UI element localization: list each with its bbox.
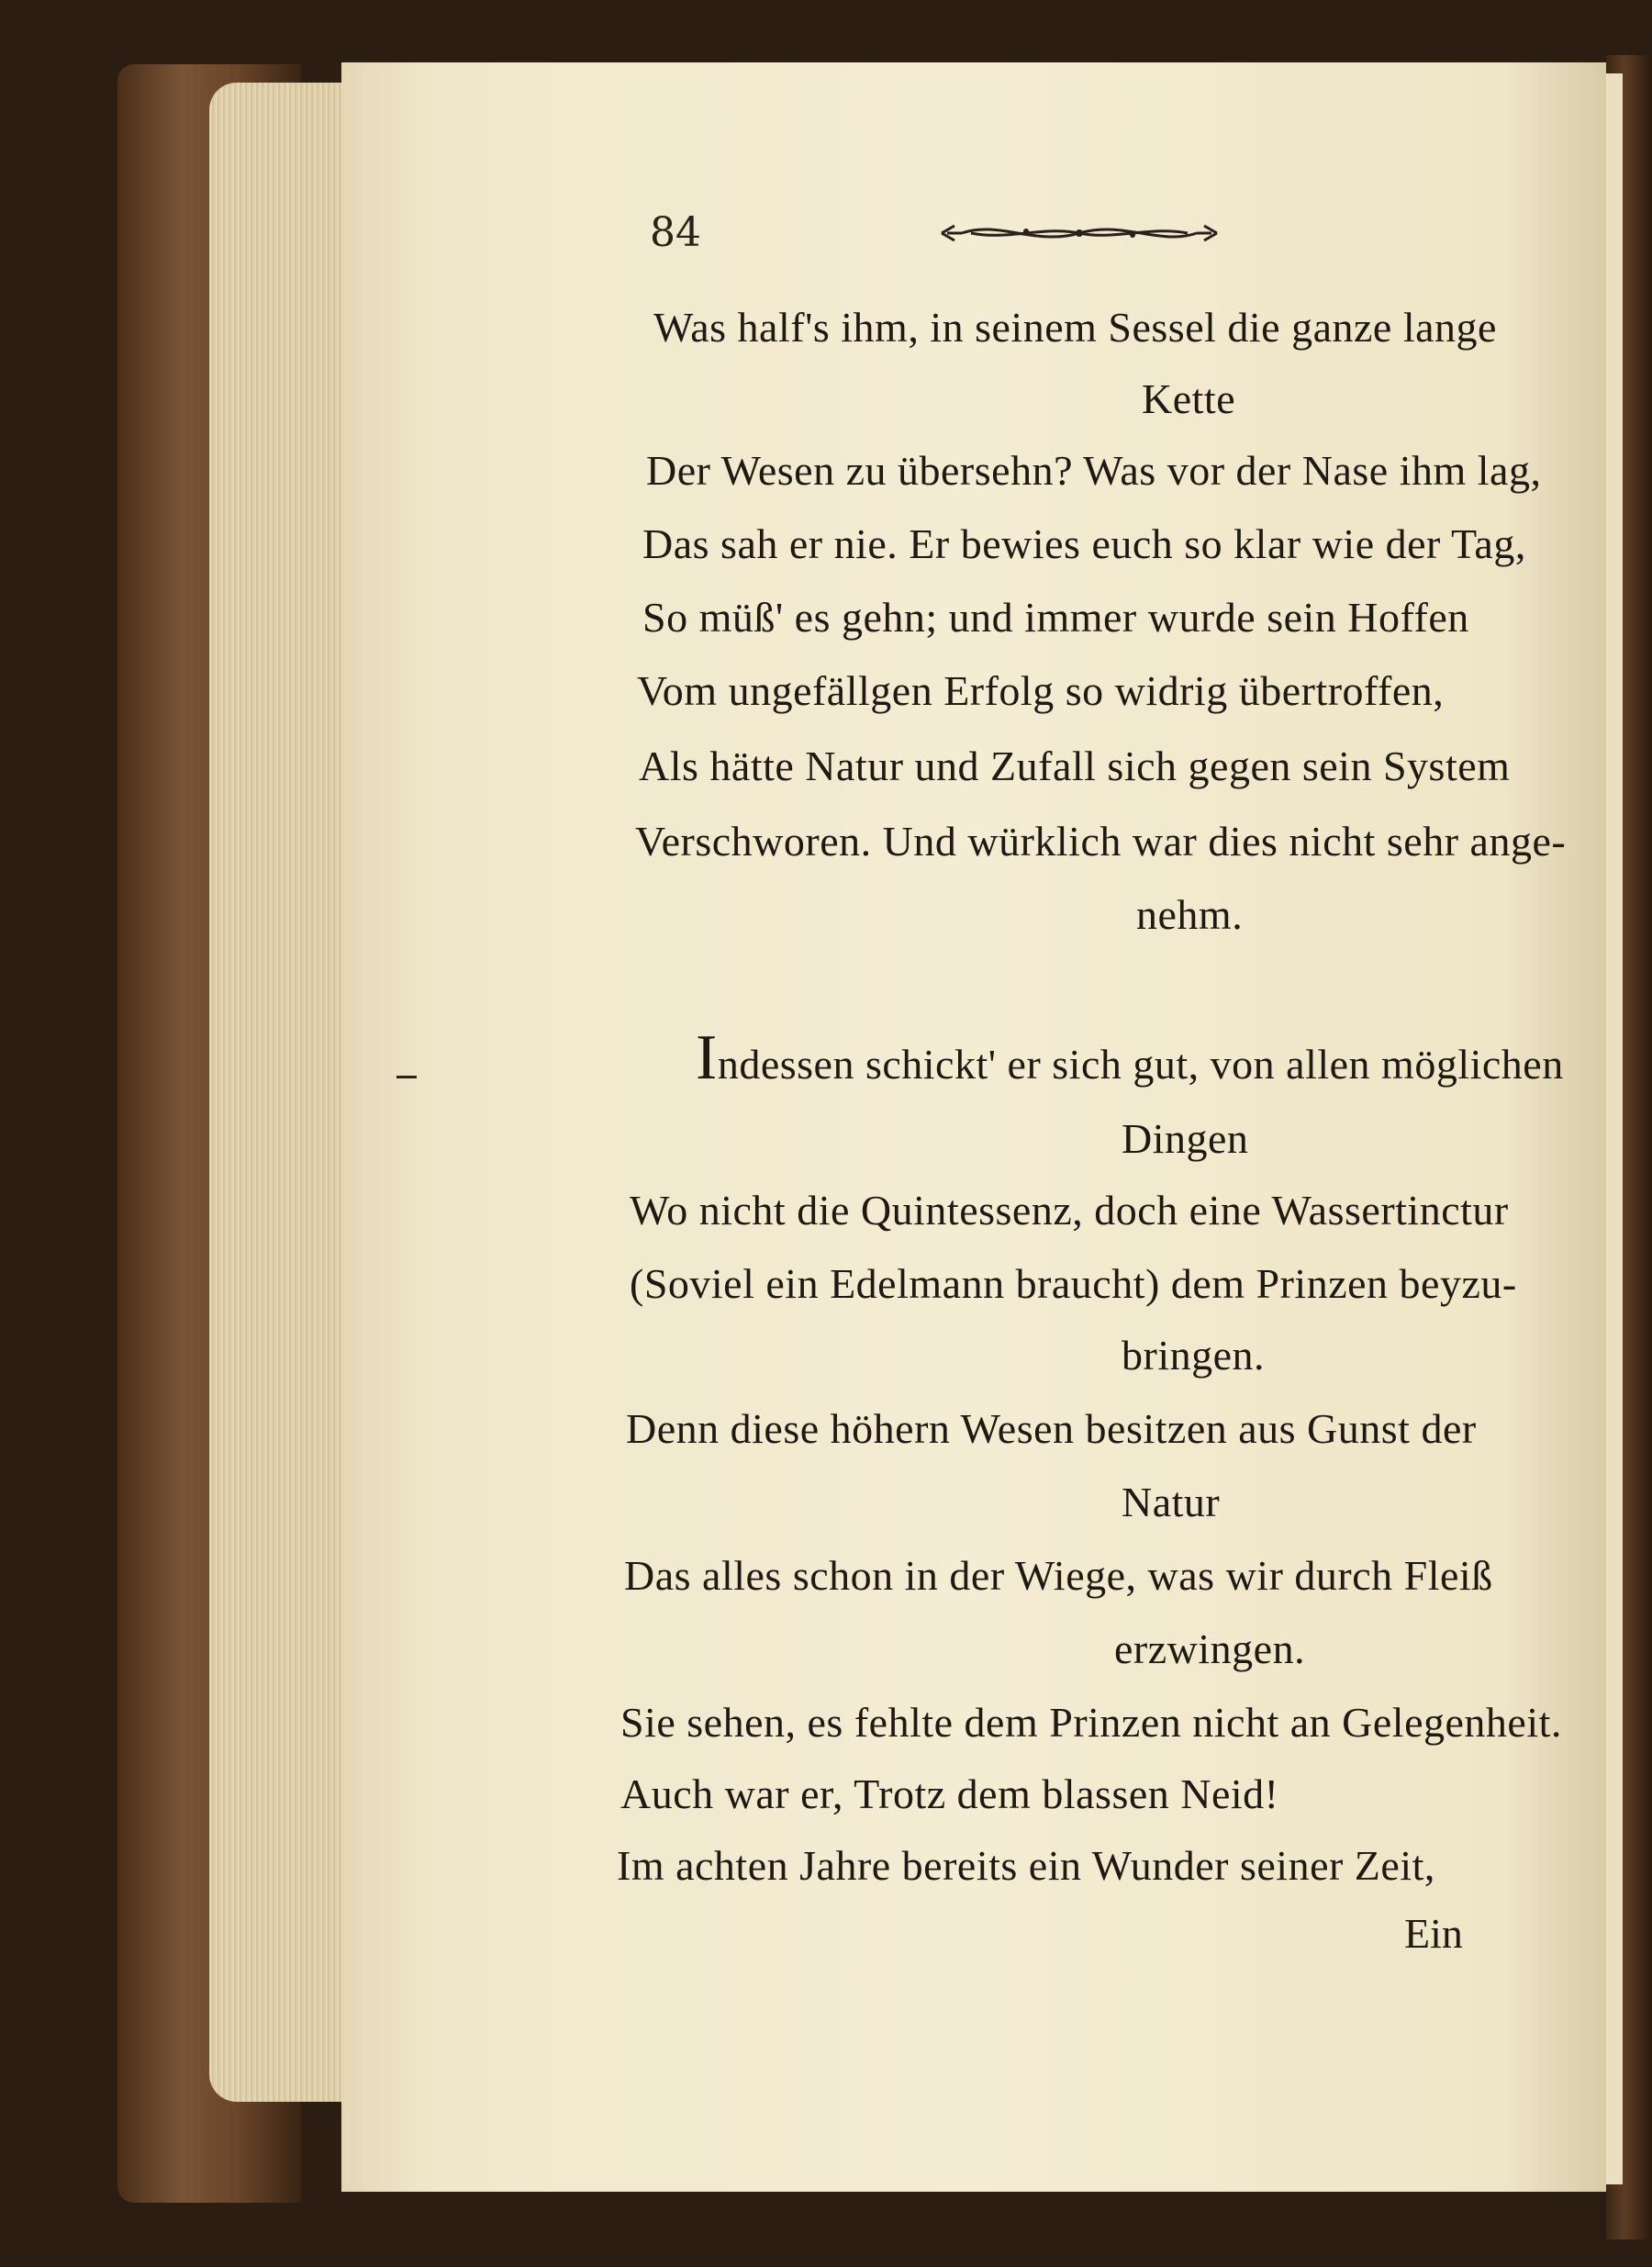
- text-line: Vom ungefällgen Erfolg so widrig übertroffen,: [637, 667, 1445, 714]
- text-line: Denn diese höhern Wesen besitzen aus Gunst der: [626, 1405, 1477, 1452]
- text-line: Auch war er, Trotz dem blassen Neid!: [620, 1770, 1279, 1817]
- margin-mark: [396, 1076, 417, 1078]
- text-line: Verschworen. Und würklich war dies nicht sehr ange-: [635, 818, 1567, 865]
- text-line: Als hätte Natur und Zufall sich gegen sein System: [639, 743, 1511, 789]
- text-line: Was half's ihm, in seinem Sessel die ganze lange: [653, 304, 1497, 351]
- text-line: nehm.: [1136, 891, 1244, 938]
- text-line-first: [696, 1022, 1564, 1093]
- text-line: Kette: [1142, 375, 1236, 422]
- ornament-icon: [934, 213, 1224, 253]
- text-line: Das alles schon in der Wiege, was wir durch Fleiß: [624, 1552, 1493, 1599]
- text-line: Dingen: [1122, 1115, 1249, 1162]
- text-line: (Soviel ein Edelmann braucht) dem Prinzen beyzu-: [630, 1260, 1517, 1307]
- text-line: Wo nicht die Quintessenz, doch eine Wassertinctur: [630, 1187, 1509, 1234]
- facing-page-edge: [1604, 73, 1623, 2184]
- text-line: Im achten Jahre bereits ein Wunder seiner Zeit,: [617, 1842, 1435, 1889]
- drop-initial: I: [696, 1022, 718, 1093]
- page-number: 84: [650, 209, 701, 256]
- text-line: Natur: [1122, 1479, 1221, 1525]
- text-line: bringen.: [1122, 1332, 1266, 1379]
- text-line: Das sah er nie. Er bewies euch so klar wie der Tag,: [642, 520, 1526, 567]
- text-line: Der Wesen zu übersehn? Was vor der Nase ihm lag,: [646, 447, 1542, 494]
- page-edges: [209, 83, 356, 2102]
- first-line-text: ndessen schickt' er sich gut, von allen möglichen: [717, 1041, 1564, 1088]
- text-line: Sie sehen, es fehlte dem Prinzen nicht an Gelegenheit.: [620, 1699, 1562, 1746]
- text-line: So müß' es gehn; und immer wurde sein Hoffen: [642, 594, 1469, 641]
- text-line: erzwingen.: [1114, 1625, 1306, 1672]
- catchword: Ein: [1404, 1910, 1463, 1957]
